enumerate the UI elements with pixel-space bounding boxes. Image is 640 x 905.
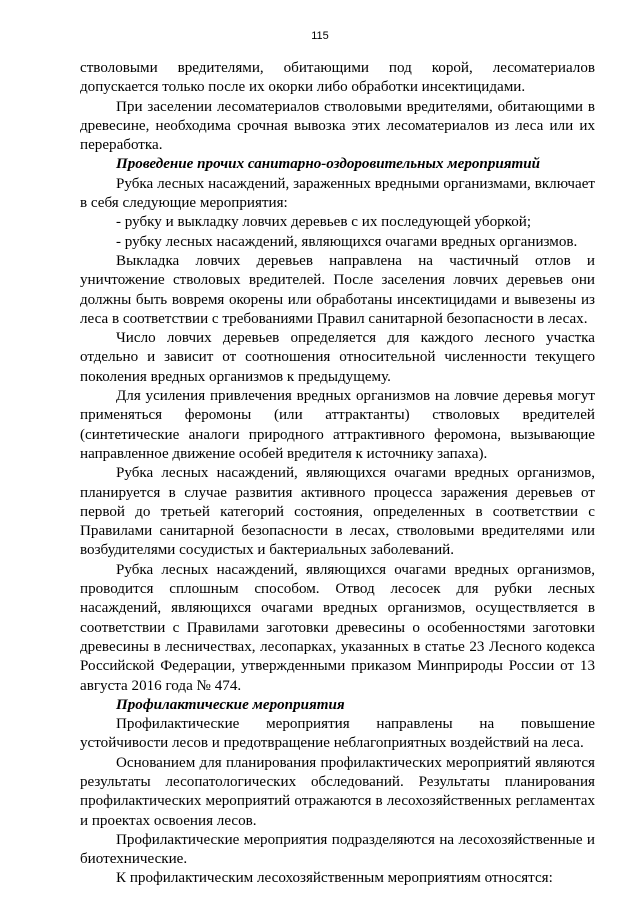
paragraph: Выкладка ловчих деревьев направлена на частичный отлов и уничтожение стволовых вредителей. После заселения ловчих деревьев они должны быть вовремя окорены или обработаны инсектицидами и вывезены из леса в соответствии с требованиями Правил санитарной безопасности в лесах.: [80, 252, 595, 327]
section-heading: Профилактические мероприятия: [116, 696, 345, 713]
paragraph: Основанием для планирования профилактических мероприятий являются результаты лесопатологических обследований. Результаты планирования профилактических мероприятий отражаются в лесохозяйственных регламентах и проектах освоения лесов.: [80, 754, 595, 829]
page-number: 115: [311, 30, 329, 42]
paragraph: Рубка лесных насаждений, являющихся очагами вредных организмов, проводится сплошным способом. Отвод лесосек для рубки лесных насаждений, являющихся очагами вредных организмов, осуществляется в соответствии с Правилами заготовки древесины о особенностями заготовки древесины в лесничествах, лесопарках, указанных в статье 23 Лесного кодекса Российской Федерации, утвержденными приказом Минприроды России от 13 августа 2016 года № 474.: [80, 561, 595, 694]
paragraph: Рубка лесных насаждений, зараженных вредными организмами, включает в себя следующие мероприятия:: [80, 175, 595, 212]
paragraph: Профилактические мероприятия подразделяются на лесохозяйственные и биотехнические.: [80, 831, 595, 868]
paragraph: Число ловчих деревьев определяется для каждого лесного участка отдельно и зависит от соотношения относительной численности текущего поколения вредных организмов к предыдущему.: [80, 330, 595, 385]
paragraph: Рубка лесных насаждений, являющихся очагами вредных организмов, планируется в случае развития активного процесса заражения деревьев от первой до третьей категорий состояния, определенных в соответствии с Правилами санитарной безопасности в лесах, стволовыми вредителями или возбудителями сосудистых и бактериальных заболеваний.: [80, 465, 595, 559]
list-item: - рубку и выкладку ловчих деревьев с их последующей уборкой;: [116, 214, 532, 231]
paragraph: Для усиления привлечения вредных организмов на ловчие деревья могут применяться феромоны (или аттрактанты) стволовых вредителей (синтетические аналоги природного аттрактивного феромона, вызывающие направленное движение особей вредителя к источнику запаха).: [80, 388, 595, 462]
paragraph: Профилактические мероприятия направлены на повышение устойчивости лесов и предотвращение неблагоприятных воздействий на леса.: [80, 716, 595, 752]
document-body: [80, 59, 595, 889]
paragraph: К профилактическим лесохозяйственным мероприятиям относятся:: [116, 870, 553, 887]
paragraph: При заселении лесоматериалов стволовыми вредителями, обитающими в древесине, необходима срочная вывозка этих лесоматериалов из леса или их переработка.: [80, 98, 595, 154]
paragraph: стволовыми вредителями, обитающими под корой, лесоматериалов допускается только после их окорки либо обработки инсектицидами.: [80, 60, 595, 96]
section-heading: Проведение прочих санитарно-оздоровительных мероприятий: [116, 156, 541, 173]
list-item: - рубку лесных насаждений, являющихся очагами вредных организмов.: [116, 233, 578, 250]
